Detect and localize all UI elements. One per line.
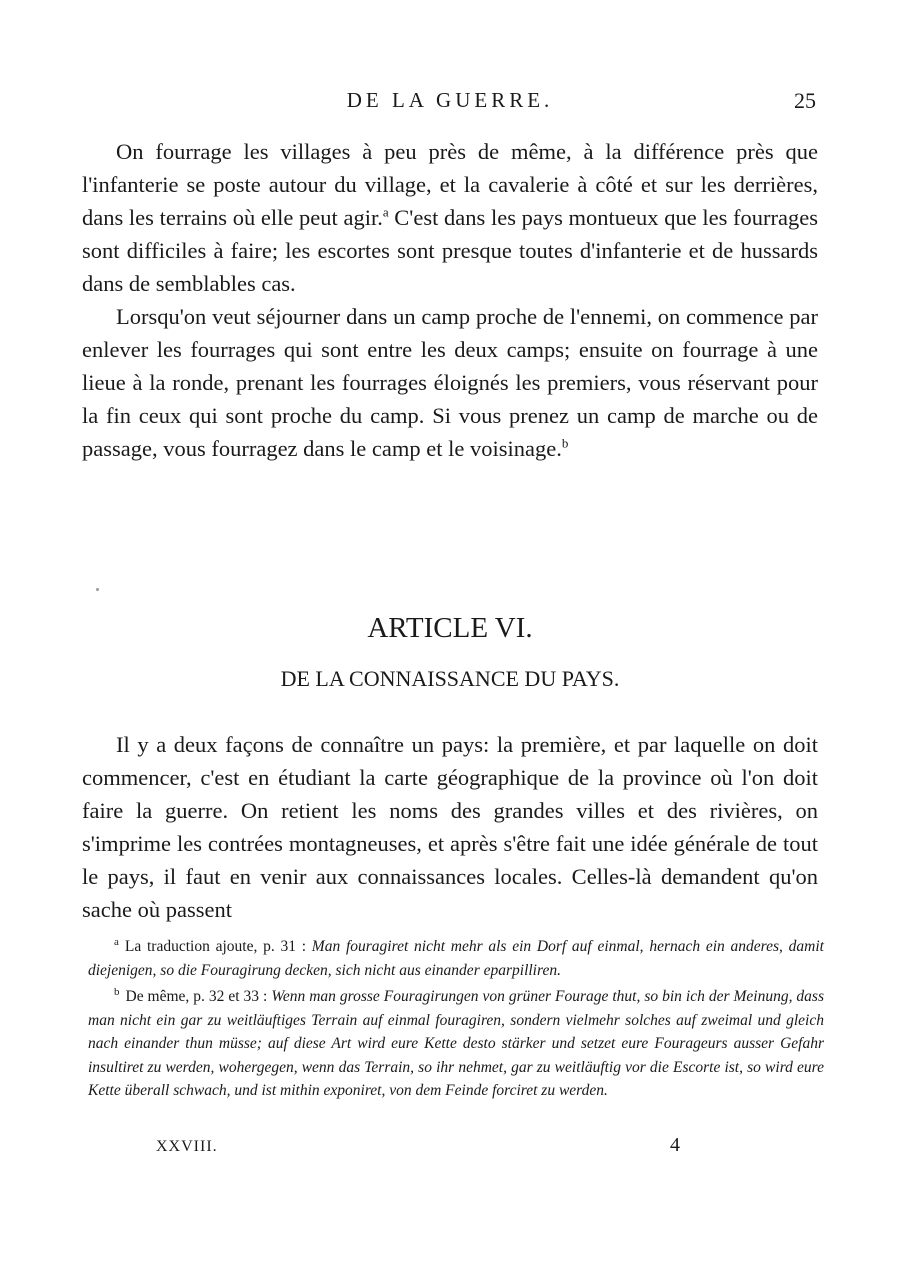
footnote-b-quote: Wenn man grosse Fouragirungen von grüner Fourage thut, so bin ich der Meinung, dass man nicht ein gar zu weitläuftiges Terrain auf einmal fouragiren, sondern vielmehr solches auf zweimal und gleich nach einander thun müsse; auf diese Art wird eure Kette desto stärker und setzet eure Fourageurs ausser Gefahr insultiret zu werden, wohergegen, wenn das Terrain, so ihr nehmet, gar zu weitläuftig vor die Escorte ist, so wird eure Kette überall schwach, und ist mithin exponiret, von dem Feinde forciret zu werden.	[88, 988, 824, 1099]
ink-speck	[96, 588, 99, 591]
footnote-ref-a: a	[382, 204, 389, 220]
article-title: ARTICLE VI.	[367, 612, 533, 644]
paragraph-2-text: Lorsqu'on veut séjourner dans un camp proche de l'ennemi, on commence par enlever les fourrages qui sont entre les deux camps; ensuite on fourrage à une lieue à la ronde, prenant les fourrages éloignés les premiers, vous réservant pour la fin ceux qui sont proche du camp. Si vous prenez un camp de marche ou de passage, vous fourragez dans le camp et le voisinage.	[82, 304, 818, 461]
page-number: 25	[794, 88, 816, 113]
footnote-b-intro: De même, p. 32 et 33 :	[125, 988, 272, 1005]
volume-mark: XXVIII.	[156, 1138, 218, 1155]
footnote-a-quote: Man fouragiret nicht mehr als ein Dorf auf einmal, hernach ein anderes, damit diejenigen, so die Fouragirung decken, sich nicht aus einander eparpilliren.	[88, 938, 824, 979]
footnote-b	[88, 985, 824, 1103]
footnote-ref-b: b	[561, 435, 569, 451]
paragraph-1-text-after: C'est dans les pays montueux que les fourrages sont difficiles à faire; les escortes sont presque toutes d'infanterie et de hussards dans de semblables cas.	[82, 205, 818, 296]
signature-mark: 4	[670, 1134, 680, 1156]
footnote-a-intro: La traduction ajoute, p. 31 :	[124, 938, 312, 955]
article-paragraph: Il y a deux façons de connaître un pays: la première, et par laquelle on doit commencer, c'est en étudiant la carte géographique de la province où l'on doit faire la guerre. On retient les noms des grandes villes et des rivières, on s'imprime les contrées montagneuses, et après s'être fait une idée générale de tout le pays, il faut en venir aux connaissances locales. Celles-là demandent qu'on sache où passent	[82, 732, 818, 922]
paragraph-2	[82, 300, 818, 465]
paragraph-1-text: On fourrage les villages à peu près de même, à la différence près que l'infanterie se poste autour du village, et la cavalerie à côté et sur les derrières, dans les terrains où elle peut agir.	[82, 139, 818, 230]
paragraph-1	[82, 135, 818, 300]
running-head: DE LA GUERRE.	[346, 88, 554, 112]
footnote-mark-a: a	[114, 935, 119, 948]
footnote-mark-b: b	[114, 985, 120, 998]
footnotes	[88, 935, 824, 1106]
article-subtitle: DE LA CONNAISSANCE DU PAYS.	[280, 666, 620, 691]
footnote-a	[88, 935, 824, 982]
